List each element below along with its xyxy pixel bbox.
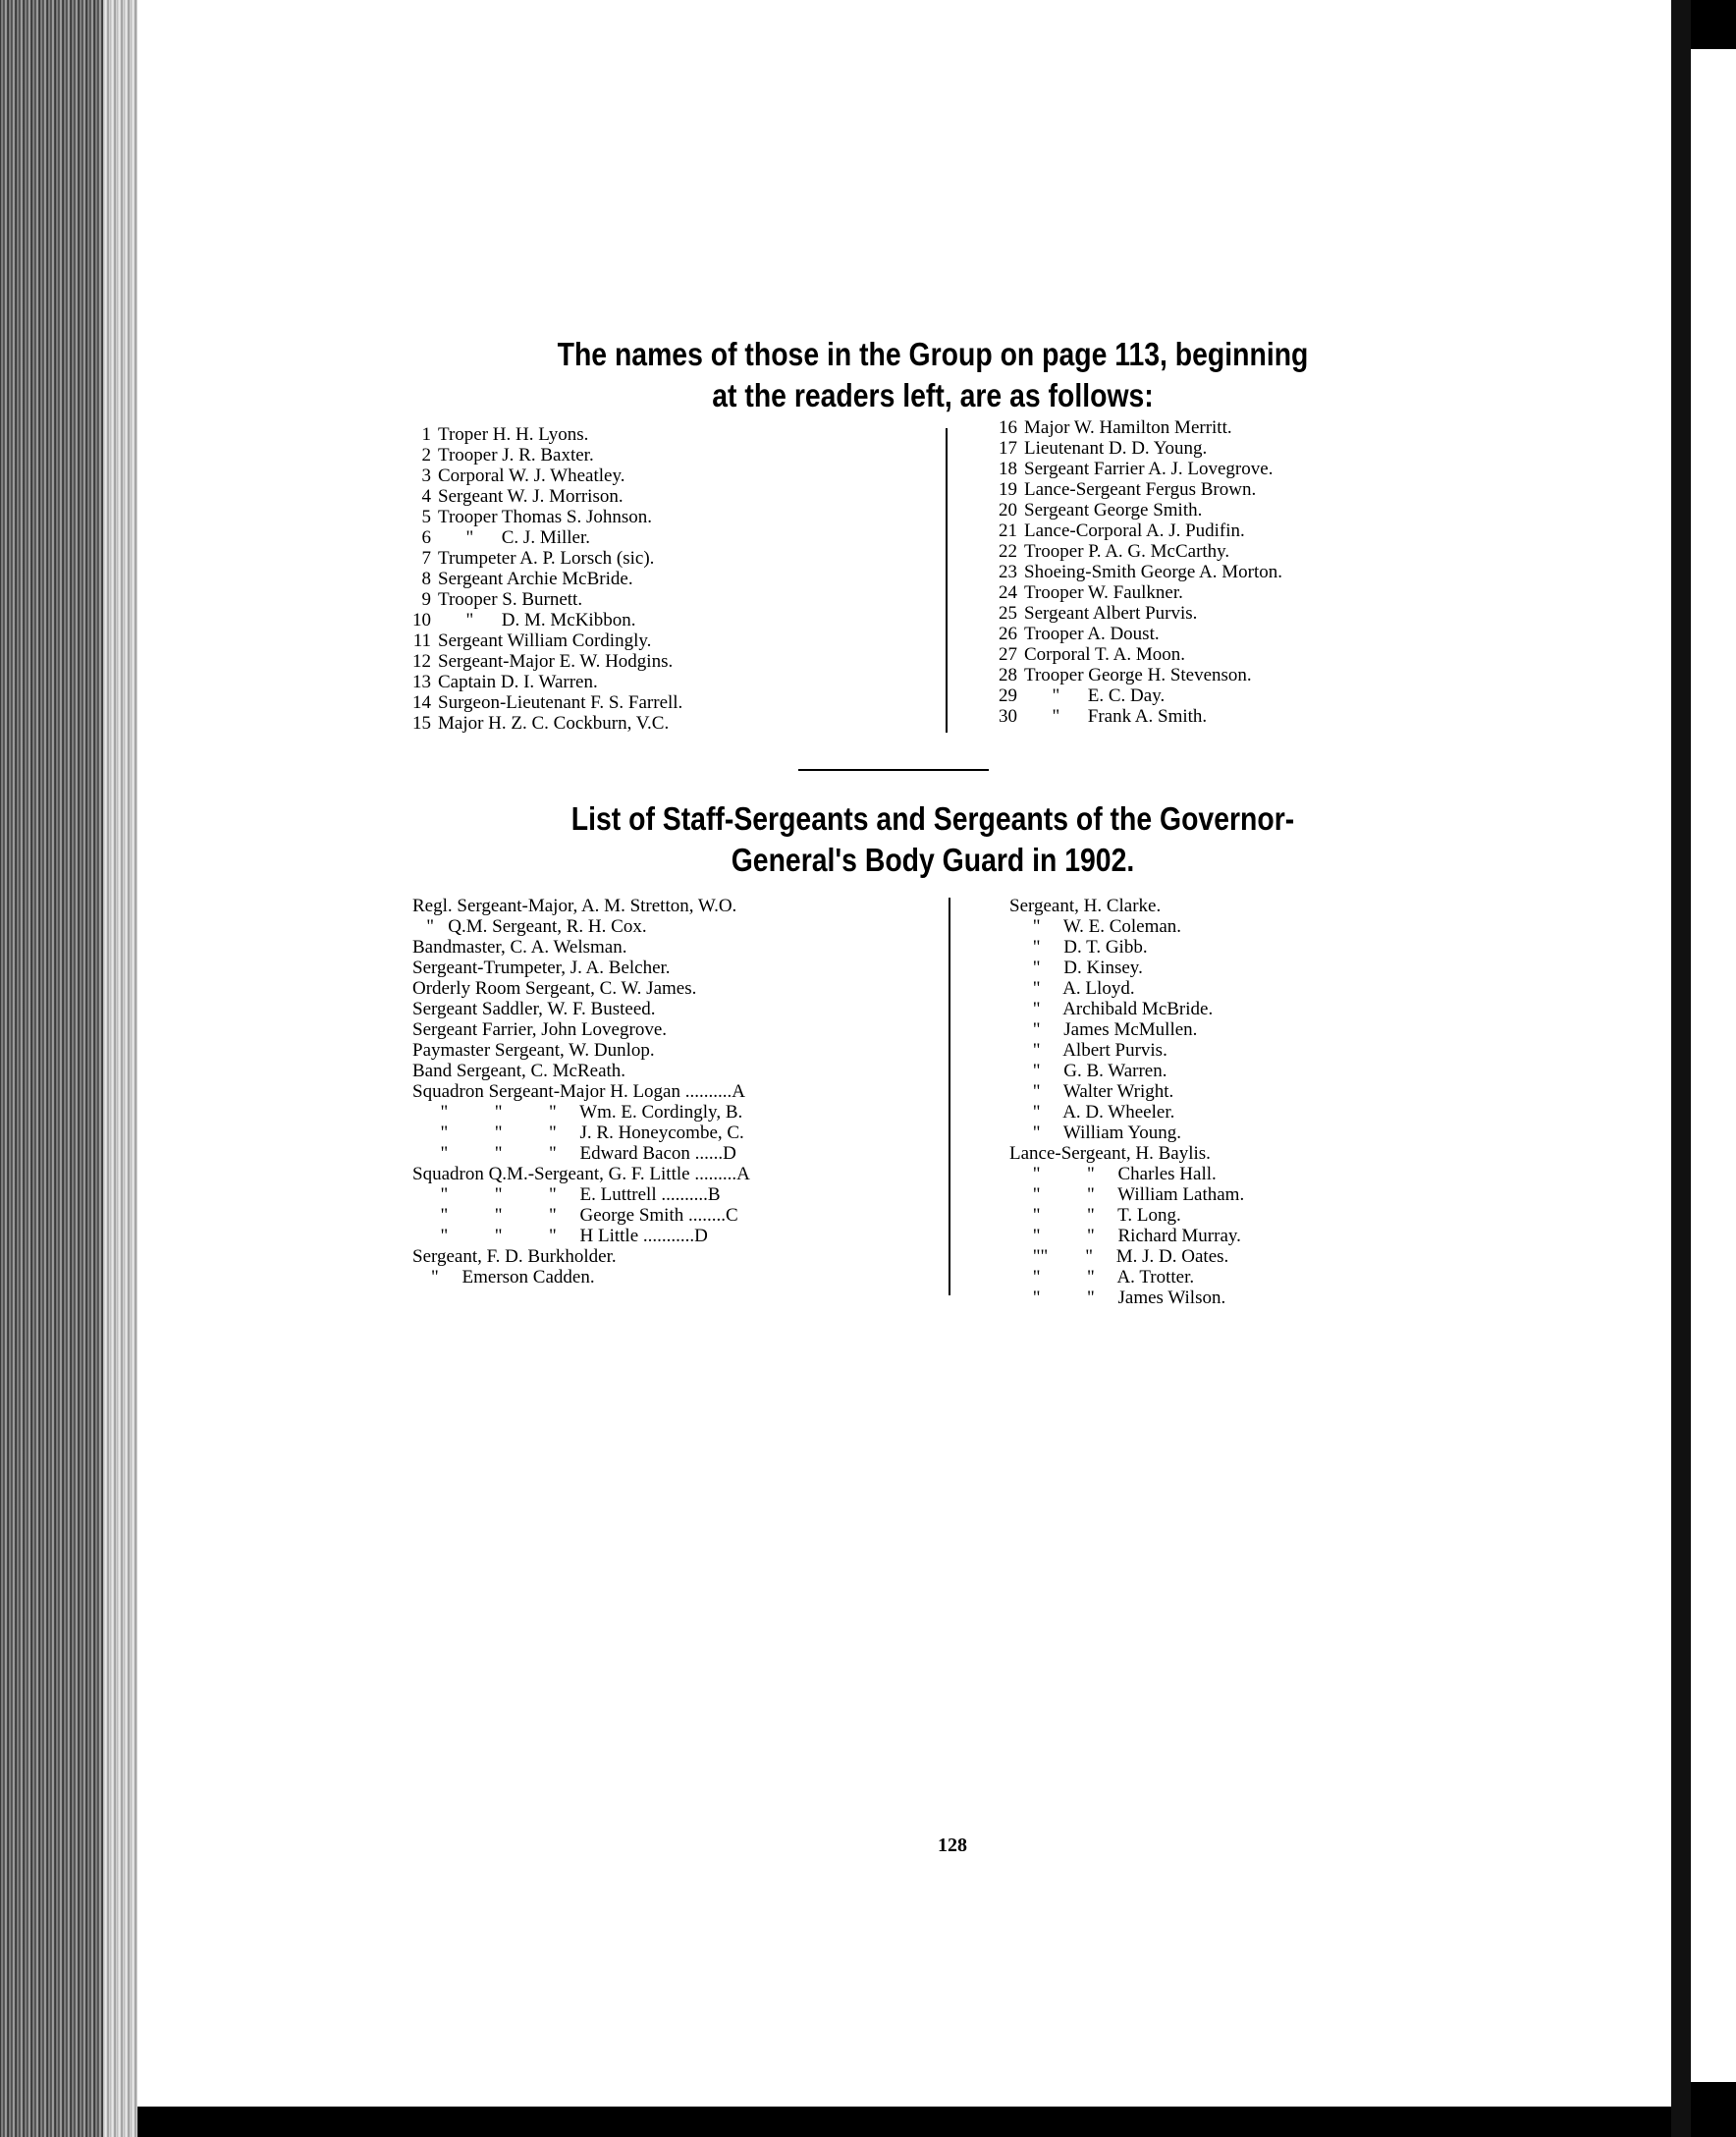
staff-entry: " A. D. Wheeler.	[1009, 1102, 1175, 1123]
staff-entry: " Archibald McBride.	[1009, 999, 1214, 1019]
entry-number: 22	[999, 541, 1017, 562]
group-heading-line2: at the readers left, are as follows:	[712, 377, 1154, 413]
entry-name: Sergeant George Smith.	[1024, 500, 1203, 521]
staff-entry: " " " Edward Bacon ......D	[412, 1143, 736, 1164]
section-divider	[798, 769, 989, 771]
staff-entry: Sergeant, F. D. Burkholder.	[412, 1246, 617, 1267]
entry-name: Trooper P. A. G. McCarthy.	[1024, 541, 1230, 562]
staff-entry: " " William Latham.	[1009, 1184, 1245, 1205]
entry-name: " C. J. Miller.	[438, 527, 591, 548]
entry-number: 15	[412, 713, 431, 734]
staff-entry: "" " M. J. D. Oates.	[1009, 1246, 1229, 1267]
staff-entry: " " " Wm. E. Cordingly, B.	[412, 1102, 743, 1123]
entry-number: 27	[999, 644, 1017, 665]
entry-number: 13	[412, 672, 431, 692]
group-name-entry	[407, 445, 682, 466]
entry-number: 5	[421, 507, 431, 527]
group-name-entry	[994, 685, 1282, 706]
staff-heading	[384, 798, 1482, 881]
entry-number: 3	[421, 466, 431, 486]
entry-number: 9	[421, 589, 431, 610]
group-name-entry	[994, 479, 1282, 500]
group-name-entry	[407, 486, 682, 507]
group-name-entry	[994, 417, 1282, 438]
group-name-entry	[407, 651, 682, 672]
group-name-entry	[994, 582, 1282, 603]
entry-number: 30	[999, 706, 1017, 727]
group-name-entry	[994, 541, 1282, 562]
staff-entry: " Albert Purvis.	[1009, 1040, 1167, 1061]
staff-entry: Sergeant Saddler, W. F. Busteed.	[412, 999, 656, 1019]
staff-entry: Lance-Sergeant, H. Baylis.	[1009, 1143, 1211, 1164]
entry-name: Sergeant William Cordingly.	[438, 630, 652, 651]
entry-name: Corporal W. J. Wheatley.	[438, 466, 625, 486]
facing-page-edge	[1691, 49, 1736, 2082]
staff-entry: " " " George Smith ........C	[412, 1205, 738, 1226]
staff-entry: " W. E. Coleman.	[1009, 916, 1182, 937]
entry-name: Trumpeter A. P. Lorsch (sic).	[438, 548, 655, 569]
group-name-entry	[994, 500, 1282, 521]
entry-name: Sergeant Archie McBride.	[438, 569, 633, 589]
staff-entry: Band Sergeant, C. McReath.	[412, 1061, 626, 1081]
entry-name: Trooper J. R. Baxter.	[438, 445, 594, 466]
group-name-entry	[407, 569, 682, 589]
entry-name: Trooper S. Burnett.	[438, 589, 583, 610]
entry-number: 20	[999, 500, 1017, 521]
staff-entry: " " James Wilson.	[1009, 1288, 1226, 1308]
staff-entry: Sergeant-Trumpeter, J. A. Belcher.	[412, 958, 671, 978]
group-names-right-column	[994, 417, 1282, 727]
staff-entry: " D. T. Gibb.	[1009, 937, 1148, 958]
entry-name: Sergeant W. J. Morrison.	[438, 486, 624, 507]
staff-entry: " Walter Wright.	[1009, 1081, 1174, 1102]
entry-name: Major H. Z. C. Cockburn, V.C.	[438, 713, 670, 734]
page-bottom-shadow	[137, 2107, 1671, 2137]
entry-number: 6	[421, 527, 431, 548]
staff-entry: " " " H Little ...........D	[412, 1226, 708, 1246]
entry-number: 2	[421, 445, 431, 466]
group-name-entry	[407, 589, 682, 610]
entry-name: Troper H. H. Lyons.	[438, 424, 589, 445]
entry-number: 12	[412, 651, 431, 672]
entry-name: Surgeon-Lieutenant F. S. Farrell.	[438, 692, 683, 713]
entry-number: 17	[999, 438, 1017, 459]
entry-number: 7	[421, 548, 431, 569]
entry-name: Shoeing-Smith George A. Morton.	[1024, 562, 1283, 582]
group-heading	[384, 334, 1482, 416]
group-name-entry	[407, 630, 682, 651]
entry-name: Major W. Hamilton Merritt.	[1024, 417, 1232, 438]
book-page-edges-inner	[103, 0, 137, 2137]
staff-entry: Sergeant Farrier, John Lovegrove.	[412, 1019, 668, 1040]
group-name-entry	[994, 459, 1282, 479]
entry-number: 4	[421, 486, 431, 507]
entry-number: 18	[999, 459, 1017, 479]
group-name-entry	[994, 603, 1282, 624]
staff-entry: " " " J. R. Honeycombe, C.	[412, 1123, 744, 1143]
entry-number: 16	[999, 417, 1017, 438]
group-name-entry	[407, 672, 682, 692]
entry-number: 28	[999, 665, 1017, 685]
entry-name: Trooper W. Faulkner.	[1024, 582, 1183, 603]
group-name-entry	[994, 562, 1282, 582]
entry-number: 8	[421, 569, 431, 589]
entry-number: 23	[999, 562, 1017, 582]
staff-entry: " " Charles Hall.	[1009, 1164, 1217, 1184]
staff-entry: Squadron Q.M.-Sergeant, G. F. Little .........A	[412, 1164, 750, 1184]
entry-name: Lieutenant D. D. Young.	[1024, 438, 1208, 459]
entry-name: Corporal T. A. Moon.	[1024, 644, 1185, 665]
group-name-entry	[407, 610, 682, 630]
staff-entry: " " A. Trotter.	[1009, 1267, 1195, 1288]
entry-name: " D. M. McKibbon.	[438, 610, 636, 630]
group-name-entry	[994, 665, 1282, 685]
staff-entry: " A. Lloyd.	[1009, 978, 1135, 999]
entry-name: " Frank A. Smith.	[1024, 706, 1208, 727]
group-column-divider	[946, 428, 948, 733]
staff-entry: " D. Kinsey.	[1009, 958, 1143, 978]
group-name-entry	[407, 507, 682, 527]
entry-number: 26	[999, 624, 1017, 644]
entry-number: 24	[999, 582, 1017, 603]
entry-number: 19	[999, 479, 1017, 500]
entry-number: 10	[412, 610, 431, 630]
staff-entry: " " " E. Luttrell ..........B	[412, 1184, 721, 1205]
entry-number: 29	[999, 685, 1017, 706]
entry-name: Lance-Corporal A. J. Pudifin.	[1024, 521, 1245, 541]
staff-list-right-column	[1009, 896, 1244, 1308]
group-name-entry	[407, 466, 682, 486]
staff-entry: Orderly Room Sergeant, C. W. James.	[412, 978, 697, 999]
gutter-shadow	[1671, 0, 1691, 2137]
group-name-entry	[407, 424, 682, 445]
entry-name: Sergeant-Major E. W. Hodgins.	[438, 651, 674, 672]
group-name-entry	[994, 644, 1282, 665]
entry-name: Sergeant Farrier A. J. Lovegrove.	[1024, 459, 1274, 479]
entry-name: Lance-Sergeant Fergus Brown.	[1024, 479, 1257, 500]
entry-number: 14	[412, 692, 431, 713]
staff-entry: " Emerson Cadden.	[412, 1267, 595, 1288]
group-name-entry	[407, 692, 682, 713]
staff-entry: Sergeant, H. Clarke.	[1009, 896, 1162, 916]
group-heading-line1: The names of those in the Group on page 113, beginning	[557, 336, 1309, 372]
entry-name: Sergeant Albert Purvis.	[1024, 603, 1198, 624]
entry-number: 1	[421, 424, 431, 445]
group-name-entry	[407, 713, 682, 734]
entry-name: Trooper George H. Stevenson.	[1024, 665, 1252, 685]
entry-name: " E. C. Day.	[1024, 685, 1166, 706]
group-name-entry	[994, 521, 1282, 541]
group-name-entry	[407, 548, 682, 569]
staff-entry: " William Young.	[1009, 1123, 1182, 1143]
group-name-entry	[407, 527, 682, 548]
staff-entry: " " Richard Murray.	[1009, 1226, 1241, 1246]
document-page	[137, 0, 1671, 2137]
page-number: 128	[938, 1835, 967, 1856]
staff-entry: Bandmaster, C. A. Welsman.	[412, 937, 627, 958]
entry-name: Captain D. I. Warren.	[438, 672, 598, 692]
staff-column-divider	[949, 898, 950, 1295]
group-names-left-column	[407, 424, 682, 734]
staff-entry: Regl. Sergeant-Major, A. M. Stretton, W.O.	[412, 896, 737, 916]
staff-entry: Paymaster Sergeant, W. Dunlop.	[412, 1040, 655, 1061]
staff-heading-line1: List of Staff-Sergeants and Sergeants of the Governor-	[570, 800, 1295, 837]
group-name-entry	[994, 706, 1282, 727]
entry-number: 11	[412, 630, 431, 651]
staff-entry: " Q.M. Sergeant, R. H. Cox.	[412, 916, 647, 937]
staff-entry: " G. B. Warren.	[1009, 1061, 1167, 1081]
entry-name: Trooper A. Doust.	[1024, 624, 1160, 644]
staff-entry: Squadron Sergeant-Major H. Logan ..........A	[412, 1081, 745, 1102]
staff-entry: " James McMullen.	[1009, 1019, 1198, 1040]
entry-number: 21	[999, 521, 1017, 541]
entry-name: Trooper Thomas S. Johnson.	[438, 507, 652, 527]
group-name-entry	[994, 438, 1282, 459]
staff-list-left-column	[412, 896, 750, 1288]
staff-entry: " " T. Long.	[1009, 1205, 1181, 1226]
group-name-entry	[994, 624, 1282, 644]
entry-number: 25	[999, 603, 1017, 624]
staff-heading-line2: General's Body Guard in 1902.	[731, 842, 1135, 878]
